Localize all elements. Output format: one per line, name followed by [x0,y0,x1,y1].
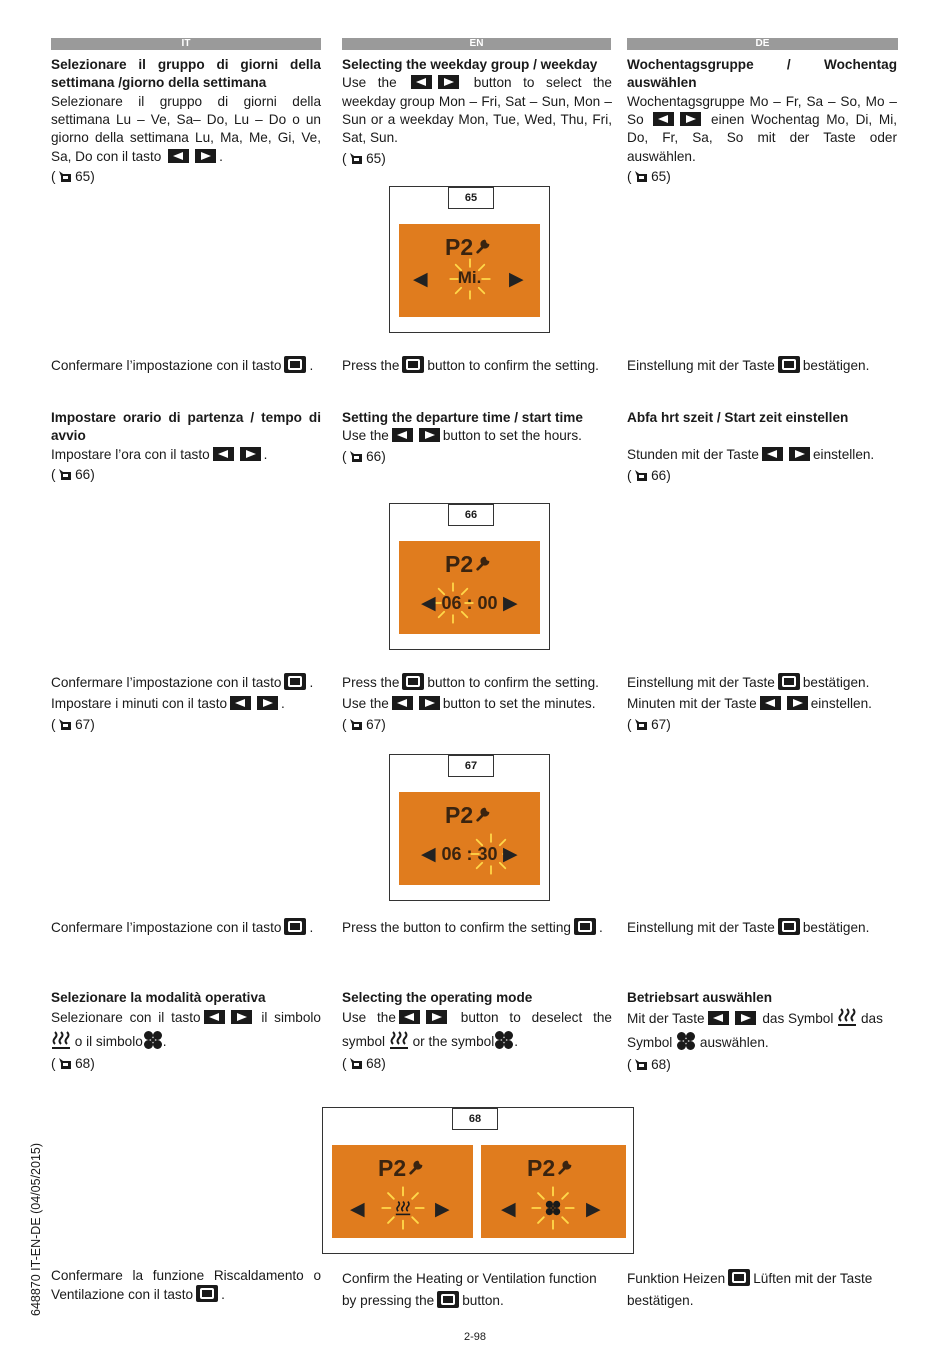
display-title: P2 [445,551,474,577]
s2-en-title: Setting the departure time / start time [342,410,583,425]
display-screen [399,541,540,634]
left-arrow-key-icon [411,75,432,89]
camera-icon [635,171,647,182]
figure-label: 67 [448,755,494,777]
c4-it-end: . [221,1287,225,1303]
figure-ref [342,448,612,466]
figure-ref [627,467,897,485]
figure-label: 68 [452,1108,498,1130]
c2-it-end-2: . [281,696,285,712]
left-arrow-key-icon [168,149,189,163]
c1-de-text: Einstellung mit der Taste [627,358,775,373]
figure-ref [51,1055,321,1073]
ok-key-icon [728,1269,750,1286]
page-number: 2-98 [463,1331,487,1343]
ref-close: ) [381,150,386,166]
s2-it [51,409,321,484]
c4-it-text: Confermare la funzione Riscaldamento o Ventilazione con il tasto [51,1268,321,1303]
s3-it-title: Selezionare la modalità operativa [51,990,266,1005]
ref-open: ( [342,448,347,464]
s3-de-title: Betriebsart auswählen [627,990,773,1005]
c2-de [627,673,897,734]
camera-icon [350,719,362,730]
ref-open: ( [342,150,347,166]
wrench-icon [557,1157,575,1175]
ref-open: ( [51,716,56,732]
right-arrow-icon: ▶ [503,593,518,614]
s1-it-title: Selezionare il gruppo di giorni della settimana /giorno della settimana [51,57,321,91]
s3-en-title: Selecting the operating mode [342,990,533,1005]
ref-open: ( [627,1057,632,1073]
heating-icon [395,1200,411,1216]
c2-de-text: Einstellung mit der Taste [627,675,775,690]
figure-label: 65 [448,187,494,209]
c2-en [342,673,612,734]
c2-it-text: Confermare l’impostazione con il tasto [51,675,282,690]
s2-en-text: Use the [342,428,389,444]
left-arrow-key-icon [762,447,783,461]
ok-key-icon [778,918,800,935]
display-screen [399,224,540,317]
ref-number: 68 [75,1056,91,1072]
ref-number: 65 [366,150,382,166]
s1-de [627,56,897,186]
ref-close: ) [666,467,671,483]
figure-label: 66 [448,504,494,526]
right-arrow-icon: ▶ [503,844,518,865]
ref-open: ( [51,169,56,185]
display-value: 06 : 00 [441,593,498,613]
left-arrow-key-icon [204,1010,225,1024]
heating-icon [837,1007,857,1027]
left-arrow-key-icon [760,696,781,710]
c1-it [51,356,321,375]
display-screen-ventilation [481,1145,626,1238]
c2-de-text-2: bestätigen. [802,675,870,690]
heating-icon [51,1030,71,1050]
ref-close: ) [381,716,386,732]
figure-ref [342,150,612,168]
c3-de-text-2: bestätigen. [802,920,870,935]
c3-it-end: . [309,920,314,935]
s3-en-text-2: button to deselect the symbol [342,1010,612,1049]
heating-icon [389,1030,409,1050]
s2-it-title: Impostare orario di partenza / tempo di avvio [51,410,321,444]
fan-icon [494,1030,514,1050]
c1-it-text: Confermare l’impostazione con il tasto [51,358,282,373]
left-arrow-icon: ◀ [350,1199,365,1220]
ref-close: ) [90,716,95,732]
figure-67 [389,754,550,901]
ref-number: 66 [651,467,667,483]
camera-icon [59,469,71,480]
right-arrow-icon: ▶ [435,1199,450,1220]
display-title: P2 [378,1155,407,1181]
c1-en-text-2: button to confirm the setting. [427,358,599,373]
right-arrow-key-icon [240,447,261,461]
wrench-icon [475,553,493,571]
left-arrow-key-icon [653,112,674,126]
ok-key-icon [402,356,424,373]
s3-de [627,989,897,1075]
s3-it-text-2: il simbolo [261,1010,321,1026]
s2-en-text-2: button to set the hours. [442,428,582,444]
s3-it-end: . [162,1033,167,1049]
s1-en-text-2: button to select the weekday group Mon – Fri, Sat – Sun, Mon – Sun or a weekday Mon, Tue, Wed, Thu, Fri, Sat, Sun. [342,75,612,146]
display-screen [399,792,540,885]
s1-it-end: . [219,148,223,164]
ref-open: ( [342,1056,347,1072]
ref-close: ) [381,448,386,464]
left-arrow-icon: ◀ [421,593,436,614]
s3-de-end: auswählen. [699,1034,769,1050]
ref-close: ) [666,1057,671,1073]
ref-number: 66 [366,448,382,464]
header-en: EN [342,38,611,50]
right-arrow-key-icon [787,696,808,710]
left-arrow-icon: ◀ [413,269,428,290]
ok-key-icon [437,1291,459,1308]
display-screen-heating [332,1145,473,1238]
c2-de-text-4: einstellen. [810,696,872,712]
ok-key-icon [196,1285,218,1302]
header-de: DE [627,38,898,50]
s1-en-text: Use the [342,75,397,91]
s1-de-text: Wochentagsgruppe Mo – Fr, Sa – So, Mo – So [627,93,897,128]
s1-en-title: Selecting the weekday group / weekday [342,57,598,72]
camera-icon [59,1058,71,1069]
s1-en [342,56,612,168]
ref-number: 68 [366,1056,382,1072]
s1-it-text: Selezionare il gruppo di giorni della settimana Lu – Ve, Sa– Do, Lu – Do o un giorno della settimana Lu, Ma, Me, Gi, Ve, Sa, Do con il tasto [51,93,321,164]
s3-de-text-3: das Symbol [627,1011,883,1050]
right-arrow-key-icon [735,1011,756,1025]
display-title: P2 [445,802,474,828]
s2-de-text: Stunden mit der Taste [627,447,759,463]
left-arrow-key-icon [392,696,413,710]
right-arrow-icon: ▶ [509,269,524,290]
figure-ref [342,716,612,734]
wrench-icon [475,804,493,822]
c3-de-text: Einstellung mit der Taste [627,920,775,935]
ref-number: 66 [75,467,91,483]
left-arrow-key-icon [708,1011,729,1025]
figure-ref [342,1055,612,1073]
ok-key-icon [284,673,306,690]
left-arrow-key-icon [392,428,413,442]
ref-close: ) [666,716,671,732]
ref-number: 65 [651,169,667,185]
c1-it-end: . [309,358,314,373]
figure-ref [51,168,321,186]
ok-key-icon [284,918,306,935]
s1-it [51,56,321,186]
ref-number: 65 [75,169,91,185]
wrench-icon [408,1157,426,1175]
figure-ref [627,168,897,186]
ref-close: ) [90,169,95,185]
s3-it-text: Selezionare con il tasto [51,1010,201,1026]
wrench-icon [475,236,493,254]
right-arrow-key-icon [680,112,701,126]
right-arrow-key-icon [231,1010,252,1024]
s2-it-text: Impostare l’ora con il tasto [51,446,210,462]
right-arrow-icon: ▶ [586,1199,601,1220]
camera-icon [59,719,71,730]
c2-en-text-3: Use the [342,696,389,712]
ref-open: ( [342,716,347,732]
camera-icon [350,1058,362,1069]
document-reference: 648870 IT-EN-DE (04/05/2015) [29,1142,43,1316]
c4-de-text-2: Lüften mit der Taste bestätigen. [627,1271,873,1308]
c4-en [342,1268,612,1312]
figure-ref [627,1056,897,1074]
left-arrow-icon: ◀ [421,844,436,865]
figure-68 [322,1107,634,1254]
ref-number: 67 [75,716,91,732]
ref-open: ( [51,1056,56,1072]
s2-de-title: Abfa hrt szeit / Start zeit einstellen [627,410,849,425]
camera-icon [635,1059,647,1070]
ref-number: 68 [651,1057,667,1073]
s3-en [342,989,612,1074]
left-arrow-key-icon [213,447,234,461]
ref-close: ) [90,467,95,483]
right-arrow-key-icon [419,428,440,442]
ok-key-icon [284,356,306,373]
camera-icon [635,470,647,481]
c3-it-text: Confermare l’impostazione con il tasto [51,920,282,935]
s3-en-end: . [514,1033,519,1049]
c1-en-text: Press the [342,358,400,373]
ref-close: ) [666,169,671,185]
ok-key-icon [574,918,596,935]
s1-de-text-2: einen Wochentag Mo, Di, Mi, Do, Fr, Sa, So mit der Taste oder auswählen. [627,112,897,164]
c4-it [51,1267,321,1305]
c3-it [51,918,321,937]
figure-ref [51,466,321,484]
c3-de [627,918,897,937]
ok-key-icon [778,673,800,690]
ref-number: 67 [651,716,667,732]
s3-de-text-2: das Symbol [762,1011,834,1027]
ref-open: ( [627,169,632,185]
right-arrow-key-icon [195,149,216,163]
c2-en-text-2: button to confirm the setting. [427,675,599,690]
c1-de [627,356,897,375]
c3-en-end: . [598,920,603,935]
camera-icon [635,719,647,730]
c4-de [627,1268,897,1312]
s2-it-end: . [263,446,268,462]
c2-en-text: Press the [342,675,400,690]
s3-it [51,989,321,1074]
c1-de-text-2: bestätigen. [802,358,870,373]
s1-de-title: Wochentagsgruppe / Wochentag auswählen [627,57,897,91]
s3-it-text-3: o il simbolo [74,1033,143,1049]
header-it: IT [51,38,321,50]
right-arrow-key-icon [419,696,440,710]
left-arrow-key-icon [399,1010,420,1024]
ok-key-icon [402,673,424,690]
display-value: Mi. [457,268,482,287]
ref-close: ) [381,1056,386,1072]
c3-en-text: Press the button to confirm the setting [342,920,571,935]
fan-icon [545,1200,561,1216]
display-title: P2 [445,234,474,260]
c2-it-text-2: Impostare i minuti con il tasto [51,696,228,712]
figure-ref [627,716,897,734]
s3-en-text-3: or the symbol [412,1033,495,1049]
right-arrow-key-icon [426,1010,447,1024]
right-arrow-key-icon [257,696,278,710]
ref-open: ( [627,716,632,732]
figure-ref [51,716,321,734]
s3-de-text: Mit der Taste [627,1011,705,1027]
c1-en [342,356,612,375]
ok-key-icon [778,356,800,373]
ref-open: ( [627,467,632,483]
c3-en [342,918,612,937]
ref-number: 67 [366,716,382,732]
c4-en-text: Confirm the Heating or Ventilation function by pressing the [342,1271,597,1308]
right-arrow-key-icon [789,447,810,461]
s2-de [627,409,897,485]
left-arrow-key-icon [230,696,251,710]
camera-icon [59,171,71,182]
figure-65 [389,186,550,333]
s2-de-text-2: einstellen. [813,447,875,463]
right-arrow-key-icon [438,75,459,89]
figure-66 [389,503,550,650]
s2-en [342,409,612,466]
ref-open: ( [51,467,56,483]
camera-icon [350,451,362,462]
c2-it-end: . [309,675,314,690]
c2-en-text-4: button to set the minutes. [442,696,596,712]
c4-de-text: Funktion Heizen [627,1271,726,1286]
c2-it [51,673,321,734]
c4-en-text-2: button. [462,1292,504,1308]
camera-icon [350,153,362,164]
fan-icon [143,1030,163,1050]
ref-close: ) [90,1056,95,1072]
s3-en-text: Use the [342,1010,396,1026]
display-value: 06 : 30 [441,844,498,864]
left-arrow-icon: ◀ [501,1199,516,1220]
display-title: P2 [527,1155,556,1181]
c2-de-text-3: Minuten mit der Taste [627,696,757,712]
fan-icon [676,1031,696,1051]
